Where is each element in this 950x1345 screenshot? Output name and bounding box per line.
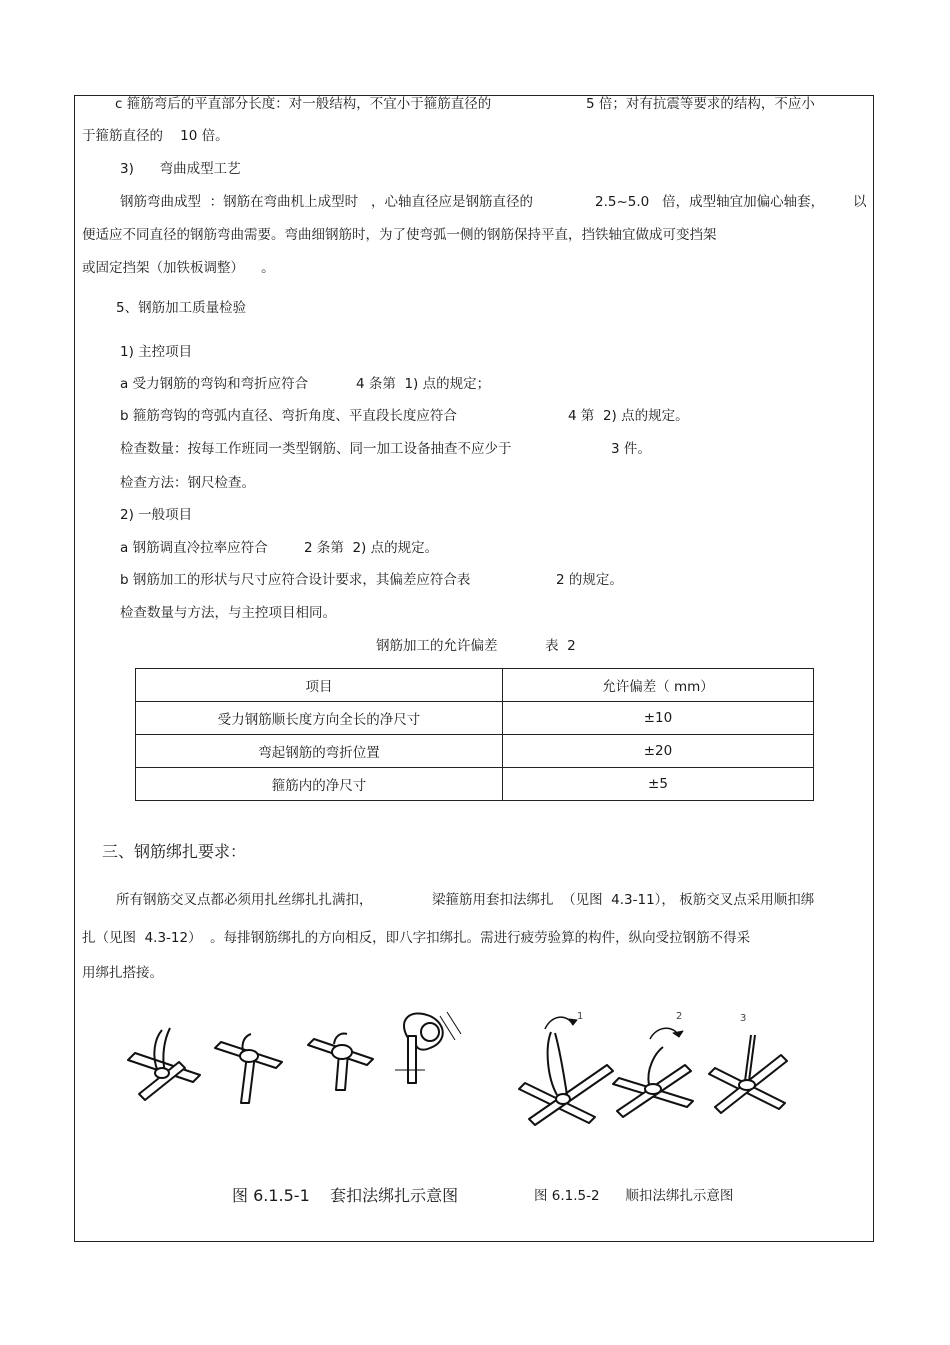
text-line: 检查数量：按每工作班同一类型钢筋、同一加工设备抽查不应少于	[120, 441, 512, 457]
text-line: b 箍筋弯钩的弯弧内直径、弯折角度、平直段长度应符合	[120, 408, 457, 424]
table-cell: ±10	[503, 702, 814, 735]
text-line: 或固定挡架（加铁板调整） 。	[82, 260, 275, 276]
text-line: 以	[853, 194, 867, 210]
step-label: 2	[676, 1011, 683, 1022]
table-row	[136, 735, 814, 768]
text-line: 4 第 2) 点的规定。	[568, 408, 689, 424]
text-line: 2) 一般项目	[120, 507, 193, 523]
table-header-row	[136, 669, 814, 702]
paragraph-line: 梁箍筋用套扣法绑扎 （见图 4.3-11）， 板筋交叉点采用顺扣绑	[432, 892, 815, 908]
figure-caption-2: 图 6.1.5-2 顺扣法绑扎示意图	[534, 1188, 734, 1204]
text-line: c 箍筋弯后的平直部分长度：对一般结构，不宜小于箍筋直径的	[115, 96, 492, 112]
text-line: 2.5~5.0 倍，成型轴宜加偏心轴套，	[595, 194, 825, 210]
table-row	[136, 768, 814, 801]
wrap-tie-illustration	[125, 1010, 475, 1125]
figure-caption-1: 图 6.1.5-1 套扣法绑扎示意图	[232, 1186, 459, 1205]
text-line: a 受力钢筋的弯钩和弯折应符合	[120, 376, 309, 392]
paragraph-line: 用绑扎搭接。	[82, 965, 163, 981]
text-line: 钢筋弯曲成型 ：钢筋在弯曲机上成型时 ，心轴直径应是钢筋直径的	[120, 194, 533, 210]
text-line: 5、钢筋加工质量检验	[116, 300, 247, 316]
table-cell: 箍筋内的净尺寸	[136, 768, 503, 801]
text-line: 3 件。	[611, 441, 651, 457]
tolerance-table	[135, 668, 814, 801]
table-number: 表 2	[545, 638, 576, 654]
table-cell: 受力钢筋顺长度方向全长的净尺寸	[136, 702, 503, 735]
text-line: 检查方法：钢尺检查。	[120, 475, 255, 491]
table-caption: 钢筋加工的允许偏差	[376, 638, 498, 654]
header-tolerance: 允许偏差（ mm）	[503, 669, 814, 702]
text-line: 检查数量与方法，与主控项目相同。	[120, 605, 336, 621]
text-line: a 钢筋调直冷拉率应符合	[120, 540, 268, 556]
text-line: b 钢筋加工的形状与尺寸应符合设计要求，其偏差应符合表	[120, 572, 471, 588]
table-cell: ±20	[503, 735, 814, 768]
paragraph-line: 所有钢筋交叉点都必须用扎丝绑扎扎满扣，	[116, 892, 373, 908]
text-line: 4 条第 1) 点的规定；	[356, 376, 491, 392]
table-row	[136, 702, 814, 735]
paragraph-line: 扎（见图 4.3-12） 。每排钢筋绑扎的方向相反，即八字扣绑扎。需进行疲劳验算的构件，纵向受拉钢筋不得采	[82, 930, 751, 946]
header-item: 项目	[136, 669, 503, 702]
step-label: 1	[577, 1011, 584, 1022]
section-title: 三、钢筋绑扎要求：	[102, 842, 247, 861]
text-line: 2 的规定。	[556, 572, 623, 588]
text-line: 1) 主控项目	[120, 344, 193, 360]
text-line: 2 条第 2) 点的规定。	[304, 540, 439, 556]
tie-method-figure-2	[515, 1007, 795, 1132]
step-label: 3	[740, 1013, 747, 1024]
tie-method-figure-1	[125, 1010, 475, 1125]
text-line: 3) 弯曲成型工艺	[120, 161, 241, 177]
sequential-tie-illustration	[515, 1007, 795, 1132]
table-cell: ±5	[503, 768, 814, 801]
text-line: 于箍筋直径的 10 倍。	[82, 128, 229, 144]
table-cell: 弯起钢筋的弯折位置	[136, 735, 503, 768]
text-line: 5 倍；对有抗震等要求的结构，不应小	[586, 96, 815, 112]
text-line: 便适应不同直径的钢筋弯曲需要。弯曲细钢筋时，为了使弯弧一侧的钢筋保持平直，挡铁轴宜做成可变挡架	[82, 227, 717, 243]
